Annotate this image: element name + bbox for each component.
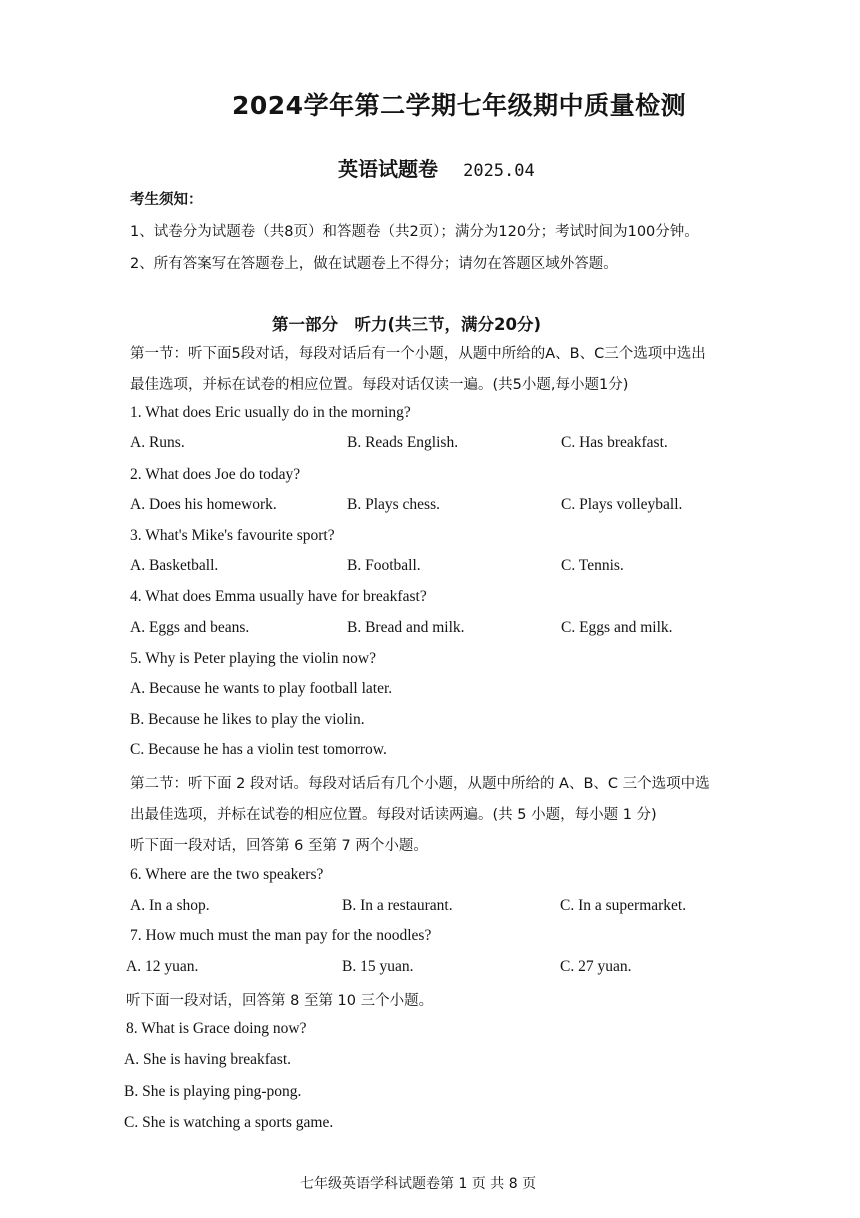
notice-item-1: 1、试卷分为试题卷（共8页）和答题卷（共2页）；满分为120分；考试时间为100分钟。 (130, 224, 699, 240)
question-8: 8. What is Grace doing now? (126, 1020, 307, 1037)
question-2-option-b: B. Plays chess. (347, 496, 440, 513)
question-6-option-a: A. In a shop. (130, 897, 210, 914)
question-4-option-b: B. Bread and milk. (347, 619, 465, 636)
section2-instruction-line2: 出最佳选项，并标在试卷的相应位置。每段对话读两遍。(共 5 小题，每小题 1 分) (130, 807, 657, 823)
question-2-option-a: A. Does his homework. (130, 496, 277, 513)
question-7-option-b: B. 15 yuan. (342, 958, 414, 975)
question-4: 4. What does Emma usually have for breakfast? (130, 588, 427, 605)
question-7: 7. How much must the man pay for the noodles? (130, 927, 432, 944)
section1-instruction-line1: 第一节：听下面5段对话，每段对话后有一个小题，从题中所给的A、B、C三个选项中选出 (130, 346, 706, 362)
question-1-option-a: A. Runs. (130, 434, 185, 451)
question-5-option-a: A. Because he wants to play football later. (130, 680, 393, 697)
section1-instruction-line2: 最佳选项，并标在试卷的相应位置。每段对话仅读一遍。(共5小题,每小题1分) (130, 377, 629, 393)
question-6: 6. Where are the two speakers? (130, 866, 324, 883)
question-1-option-b: B. Reads English. (347, 434, 459, 451)
part1-heading: 第一部分 听力(共三节，满分20分) (272, 315, 542, 334)
page-footer: 七年级英语学科试题卷第 1 页 共 8 页 (300, 1176, 537, 1192)
question-8-option-c: C. She is watching a sports game. (124, 1114, 334, 1131)
exam-date: 2025.04 (463, 161, 535, 181)
subtitle (338, 153, 535, 182)
question-1-option-c: C. Has breakfast. (561, 434, 668, 451)
question-3-option-a: A. Basketball. (130, 557, 219, 574)
question-3: 3. What's Mike's favourite sport? (130, 527, 335, 544)
question-5: 5. Why is Peter playing the violin now? (130, 650, 376, 667)
paper-name: 英语试题卷 (338, 157, 438, 181)
notice-heading: 考生须知： (130, 192, 203, 208)
question-5-option-c: C. Because he has a violin test tomorrow. (130, 741, 387, 758)
question-3-option-c: C. Tennis. (561, 557, 624, 574)
question-8-option-a: A. She is having breakfast. (124, 1051, 292, 1068)
question-6-option-c: C. In a supermarket. (560, 897, 687, 914)
question-5-option-b: B. Because he likes to play the violin. (130, 711, 365, 728)
question-7-option-c: C. 27 yuan. (560, 958, 632, 975)
question-3-option-b: B. Football. (347, 557, 421, 574)
section2-instruction-line1: 第二节：听下面 2 段对话。每段对话后有几个小题，从题中所给的 A、B、C 三个选项中选 (130, 776, 710, 792)
question-1: 1. What does Eric usually do in the morning? (130, 404, 411, 421)
question-4-option-a: A. Eggs and beans. (130, 619, 250, 636)
dialog2-intro: 听下面一段对话，回答第 8 至第 10 三个小题。 (126, 993, 434, 1009)
question-4-option-c: C. Eggs and milk. (561, 619, 673, 636)
question-8-option-b: B. She is playing ping-pong. (124, 1083, 302, 1100)
question-7-option-a: A. 12 yuan. (126, 958, 199, 975)
question-6-option-b: B. In a restaurant. (342, 897, 453, 914)
question-2-option-c: C. Plays volleyball. (561, 496, 683, 513)
notice-item-2: 2、所有答案写在答题卷上，做在试题卷上不得分；请勿在答题区域外答题。 (130, 256, 618, 272)
exam-title: 2024学年第二学期七年级期中质量检测 (232, 91, 687, 120)
question-2: 2. What does Joe do today? (130, 466, 301, 483)
dialog1-intro: 听下面一段对话，回答第 6 至第 7 两个小题。 (130, 838, 428, 854)
